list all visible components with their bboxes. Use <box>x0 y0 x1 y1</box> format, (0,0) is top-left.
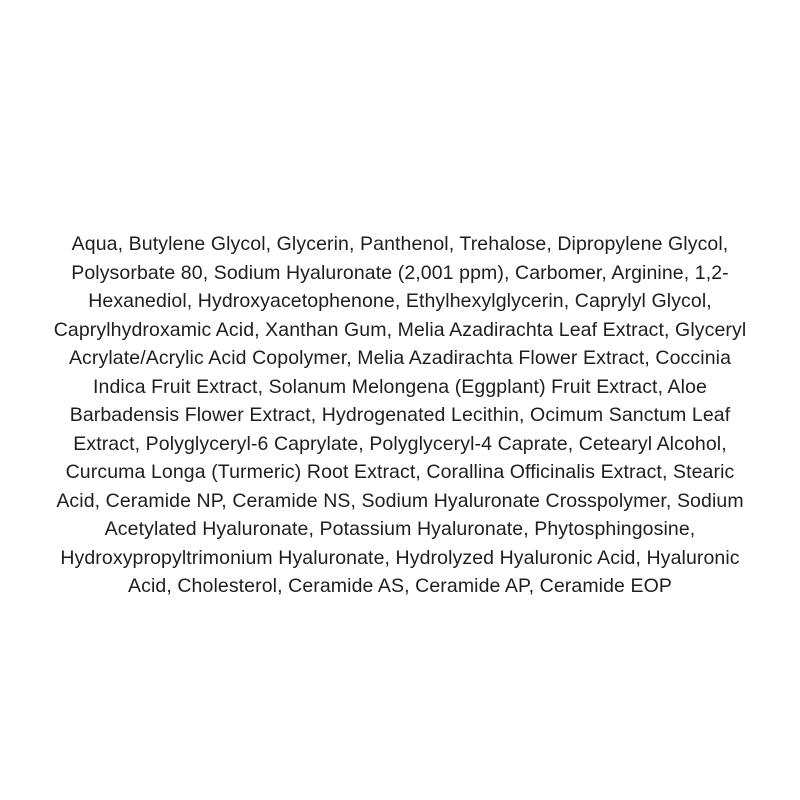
ingredient-line: Extract, Polyglyceryl-6 Caprylate, Polyglyceryl-4 Caprate, Cetearyl Alcohol, <box>73 432 727 455</box>
ingredient-line: Acid, Ceramide NP, Ceramide NS, Sodium Hyaluronate Crosspolymer, Sodium <box>56 489 744 512</box>
ingredient-line: Barbadensis Flower Extract, Hydrogenated Lecithin, Ocimum Sanctum Leaf <box>69 404 731 426</box>
ingredient-line: Acrylate/Acrylic Acid Copolymer, Melia Azadirachta Flower Extract, Coccinia <box>68 347 732 369</box>
ingredient-line: Acetylated Hyaluronate, Potassium Hyaluronate, Phytosphingosine, <box>104 518 696 540</box>
ingredient-line: Aqua, Butylene Glycol, Glycerin, Panthenol, Trehalose, Dipropylene Glycol, <box>71 233 729 255</box>
ingredient-list-text <box>8 230 792 601</box>
ingredient-line: Indica Fruit Extract, Solanum Melongena (Eggplant) Fruit Extract, Aloe <box>93 375 707 398</box>
ingredient-line: Caprylhydroxamic Acid, Xanthan Gum, Melia Azadirachta Leaf Extract, Glyceryl <box>53 318 747 341</box>
ingredient-line: Hydroxypropyltrimonium Hyaluronate, Hydrolyzed Hyaluronic Acid, Hyaluronic <box>60 546 740 569</box>
ingredient-line: Acid, Cholesterol, Ceramide AS, Ceramide AP, Ceramide EOP <box>128 575 672 597</box>
ingredient-line: Polysorbate 80, Sodium Hyaluronate (2,001 ppm), Carbomer, Arginine, 1,2- <box>71 261 729 284</box>
ingredient-line: Curcuma Longa (Turmeric) Root Extract, Corallina Officinalis Extract, Stearic <box>65 461 735 483</box>
ingredient-line: Hexanediol, Hydroxyacetophenone, Ethylhexylglycerin, Caprylyl Glycol, <box>88 290 712 312</box>
